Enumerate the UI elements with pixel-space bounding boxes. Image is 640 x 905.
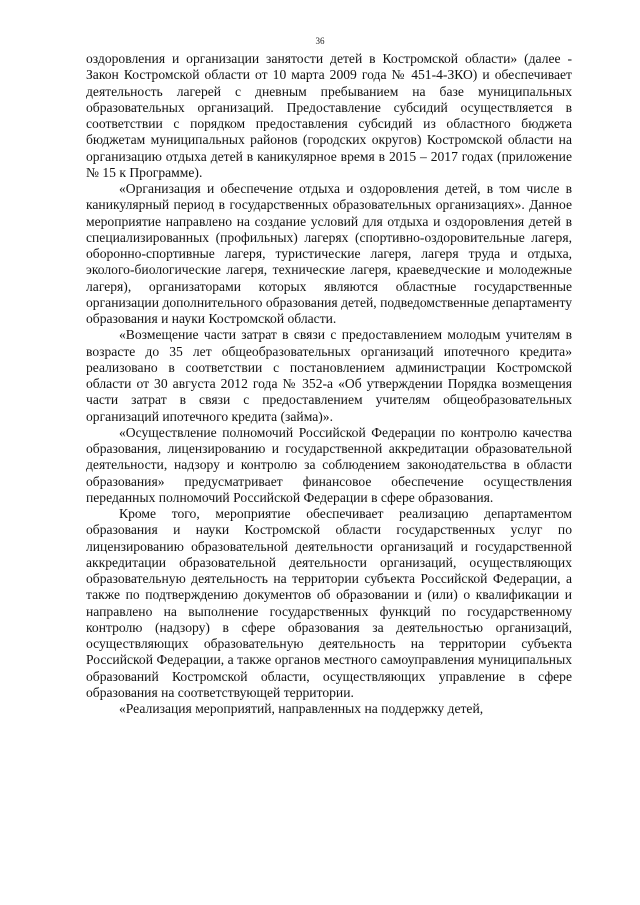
- paragraph-state-services: Кроме того, мероприятие обеспечивает реализацию департаментом образования и науки Костромской области государственных услуг по лицензированию образовательной деятельности организаций и государственной аккредитации образовательной деятельности организаций, осуществляющих образовательную деятельность на территории субъекта Российской Федерации, а также по подтверждению документов об образовании и (или) о квалификации и направлено на выполнение государственных функций по государственному контролю (надзору) в сфере образования за деятельностью организаций, осуществляющих образовательную деятельность на территории субъекта Российской Федерации, а также органов местного самоуправления муниципальных образований Костромской области, осуществляющих управление в сфере образования на соответствующей территории.: [86, 506, 572, 700]
- paragraph-mortgage-compensation: «Возмещение части затрат в связи с предоставлением молодым учителям в возрасте до 35 лет общеобразовательных организаций ипотечного кредита» реализовано в соответствии с постановлением администрации Костромской области от 30 августа 2012 года № 352-а «Об утверждении Порядка возмещения части затрат в связи с предоставлением учителям общеобразовательных организаций ипотечного кредита (займа)».: [86, 327, 572, 424]
- paragraph-continuation: оздоровления и организации занятости детей в Костромской области» (далее - Закон Костромской области от 10 марта 2009 года № 451-4-ЗКО) и обеспечивает деятельность лагерей с дневным пребыванием на базе муниципальных образовательных организаций. Предоставление субсидий осуществляется в соответствии с порядком предоставления субсидий из областного бюджета бюджетам муниципальных районов (городских округов) Костромской области на организацию отдыха детей в каникулярное время в 2015 – 2017 годах (приложение № 15 к Программе).: [86, 51, 572, 180]
- paragraph-child-support: «Реализация мероприятий, направленных на поддержку детей,: [119, 701, 484, 716]
- paragraph-recreation-organization: «Организация и обеспечение отдыха и оздоровления детей, в том числе в каникулярный период в государственных образовательных организациях». Данное мероприятие направлено на создание условий для отдыха и оздоровления детей в специализированных (профильных) лагерях (спортивно-оздоровительные лагеря, оборонно-спортивные лагеря, туристические лагеря, лагеря труда и отдыха, эколого-биологические лагеря, технические лагеря, краеведческие и молодежные лагеря), организаторами которых являются областные государственные организации дополнительного образования детей, подведомственные департаменту образования и науки Костромской области.: [86, 181, 572, 326]
- paragraph-federal-powers: «Осуществление полномочий Российской Федерации по контролю качества образования, лицензированию и государственной аккредитации образовательной деятельности, надзору и контролю за соблюдением законодательства в области образования» предусматривает финансовое обеспечение осуществления переданных полномочий Российской Федерации в сфере образования.: [86, 424, 572, 505]
- document-body: [86, 51, 572, 717]
- page-number: 36: [315, 36, 325, 46]
